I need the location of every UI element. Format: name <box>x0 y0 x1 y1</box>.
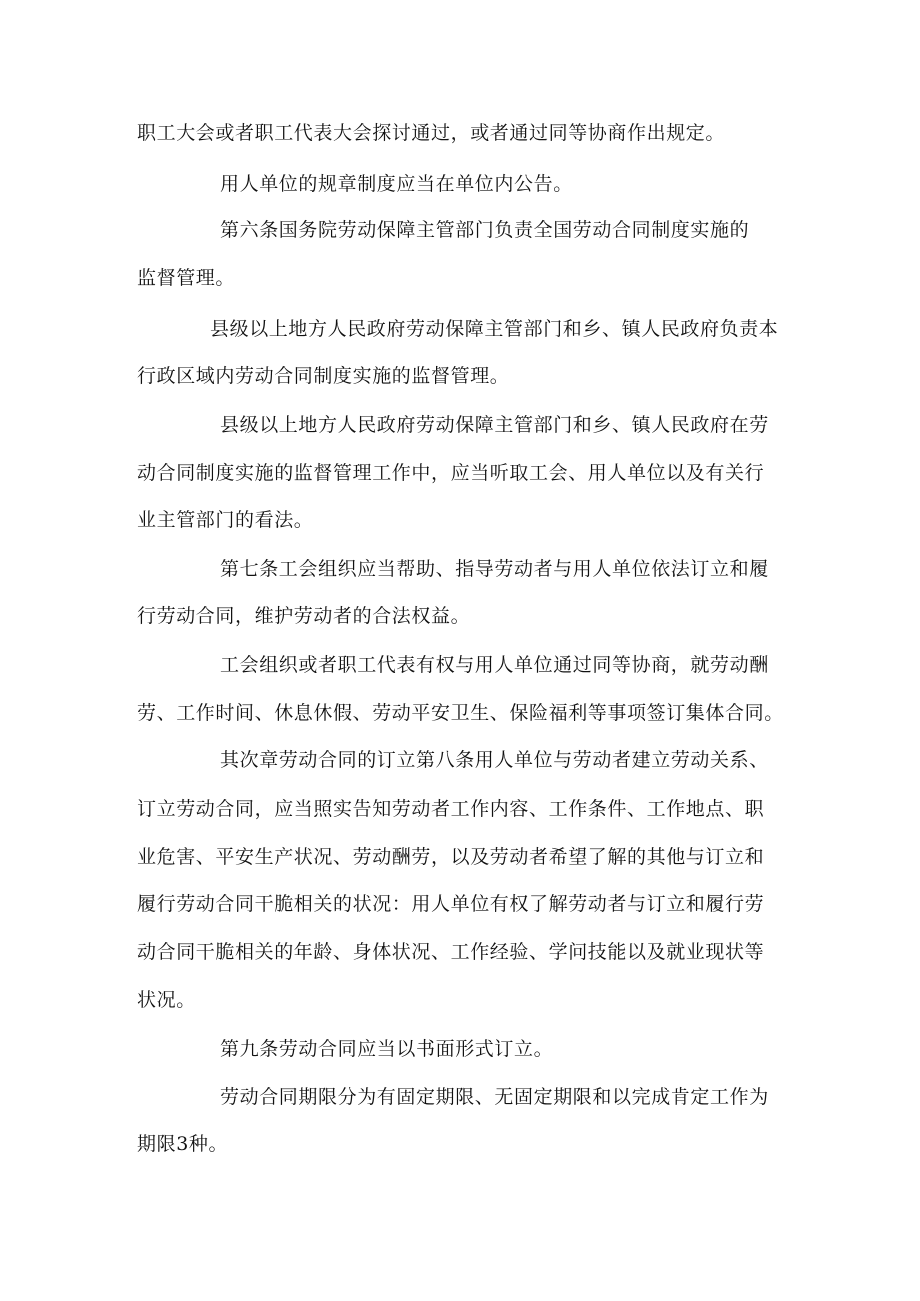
text-line: 期限3种。 <box>137 1133 229 1155</box>
text-line: 行劳动合同，维护劳动者的合法权益。 <box>137 605 471 627</box>
text-line: 其次章劳动合同的订立第八条用人单位与劳动者建立劳动关系、 <box>220 749 769 771</box>
text-line: 县级以上地方人民政府劳动保障主管部门和乡、镇人民政府在劳 <box>220 414 769 436</box>
text-line: 用人单位的规章制度应当在单位内公告。 <box>220 173 573 195</box>
text-line: 业主管部门的看法。 <box>137 509 314 531</box>
text-line: 履行劳动合同干脆相关的状况：用人单位有权了解劳动者与订立和履行劳 <box>137 893 765 915</box>
text-line: 工会组织或者职工代表有权与用人单位通过同等协商，就劳动酬 <box>220 654 769 676</box>
text-line: 动合同干脆相关的年龄、身体状况、工作经验、学问技能以及就业现状等 <box>137 941 765 963</box>
text-line: 业危害、平安生产状况、劳动酬劳，以及劳动者希望了解的其他与订立和 <box>137 846 765 868</box>
text-line: 动合同制度实施的监督管理工作中，应当听取工会、用人单位以及有关行 <box>137 462 765 484</box>
text-line: 第九条劳动合同应当以书面形式订立。 <box>220 1038 554 1060</box>
text-line: 职工大会或者职工代表大会探讨通过，或者通过同等协商作出规定。 <box>137 122 726 144</box>
text-line: 状况。 <box>137 989 196 1011</box>
text-line: 第六条国务院劳动保障主管部门负责全国劳动合同制度实施的 <box>220 219 750 241</box>
text-line: 行政区域内劳动合同制度实施的监督管理。 <box>137 365 510 387</box>
text-line: 监督管理。 <box>137 267 236 289</box>
text-line: 第七条工会组织应当帮助、指导劳动者与用人单位依法订立和履 <box>220 558 769 580</box>
text-line: 县级以上地方人民政府劳动保障主管部门和乡、镇人民政府负责本 <box>210 318 779 340</box>
text-line: 订立劳动合同，应当照实告知劳动者工作内容、工作条件、工作地点、职 <box>137 798 765 820</box>
text-line: 劳、工作时间、休息休假、劳动平安卫生、保险福利等事项签订集体合同。 <box>137 702 784 724</box>
text-line: 劳动合同期限分为有固定期限、无固定期限和以完成肯定工作为 <box>220 1086 769 1108</box>
